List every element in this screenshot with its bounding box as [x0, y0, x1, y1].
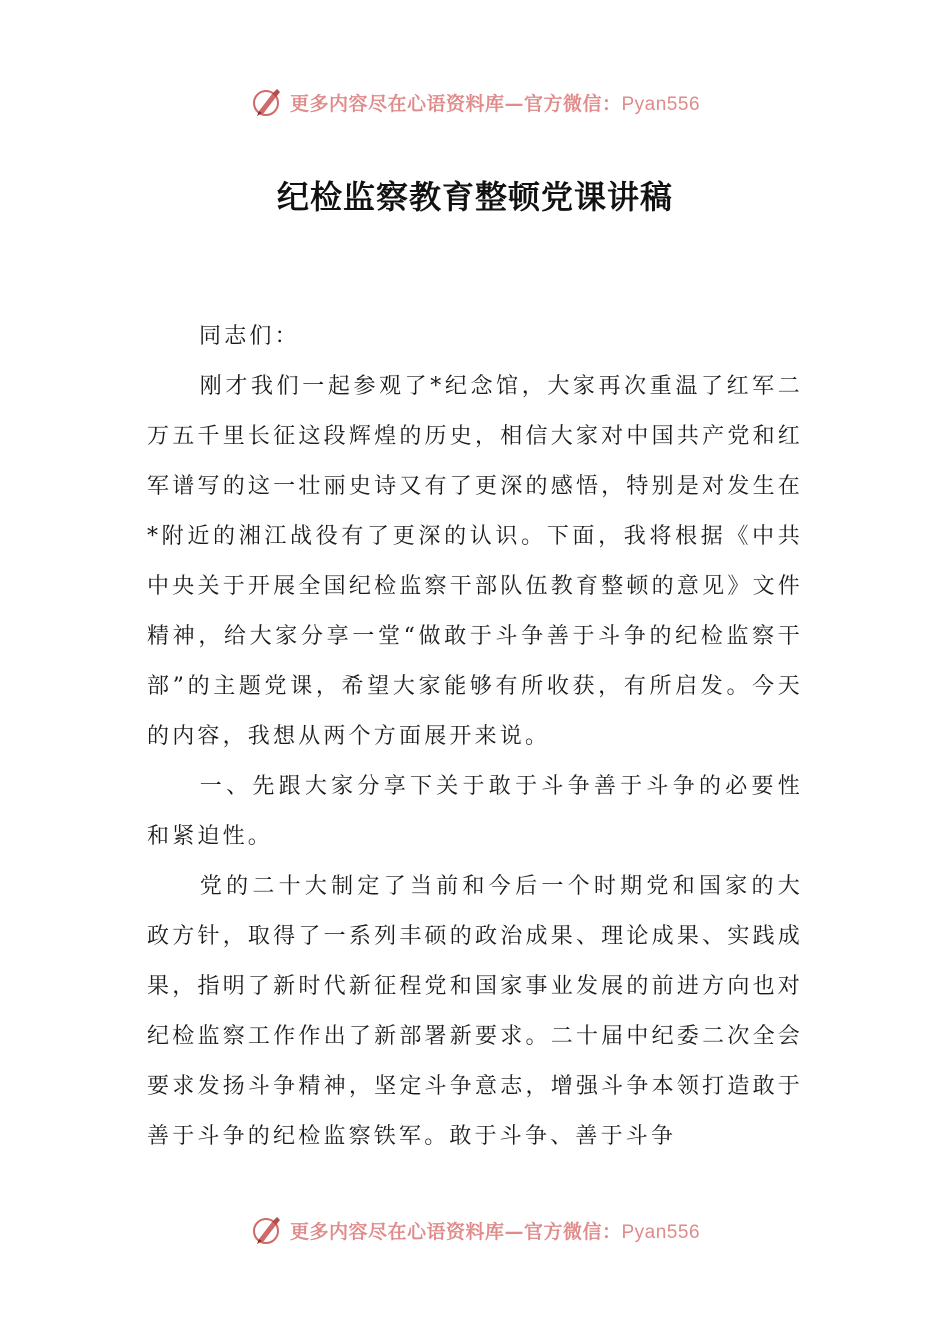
- paragraph: 党的二十大制定了当前和今后一个时期党和国家的大政方针，取得了一系列丰硕的政治成果、理论成果、实践成果，指明了新时代新征程党和国家事业发展的前进方向也对纪检监察工作作出了新部署新要求。二十届中纪委二次全会要求发扬斗争精神，坚定斗争意志，增强斗争本领打造敢于善于斗争的纪检监察铁军。敢于斗争、善于斗争: [147, 874, 803, 1149]
- greeting: 同志们：: [199, 324, 300, 349]
- section-heading: 一、先跟大家分享下关于敢于斗争善于斗争的必要性和紧迫性。: [147, 774, 803, 849]
- paragraph: 刚才我们一起参观了*纪念馆，大家再次重温了红军二万五千里长征这段辉煌的历史，相信大家对中国共产党和红军谱写的这一壮丽史诗又有了更深的感悟，特别是对发生在*附近的湘江战役有了更深的认识。下面，我将根据《中共中央关于开展全国纪检监察干部队伍教育整顿的意见》文件精神，给大家分享一堂“做敢于斗争善于斗争的纪检监察干部”的主题党课，希望大家能够有所收获，有所启发。今天的内容，我想从两个方面展开来说。: [147, 374, 803, 749]
- watermark-text: 更多内容尽在心语资料库—官方微信：Pyan556: [289, 92, 701, 115]
- pen-logo-icon: [250, 85, 284, 119]
- document-body: [147, 312, 803, 1162]
- footer-watermark: [0, 1210, 950, 1250]
- watermark-text: 更多内容尽在心语资料库—官方微信：Pyan556: [289, 1220, 701, 1243]
- header-watermark: [0, 82, 950, 122]
- pen-logo-icon: [250, 1213, 284, 1247]
- document-title: 纪检监察教育整顿党课讲稿: [276, 178, 673, 216]
